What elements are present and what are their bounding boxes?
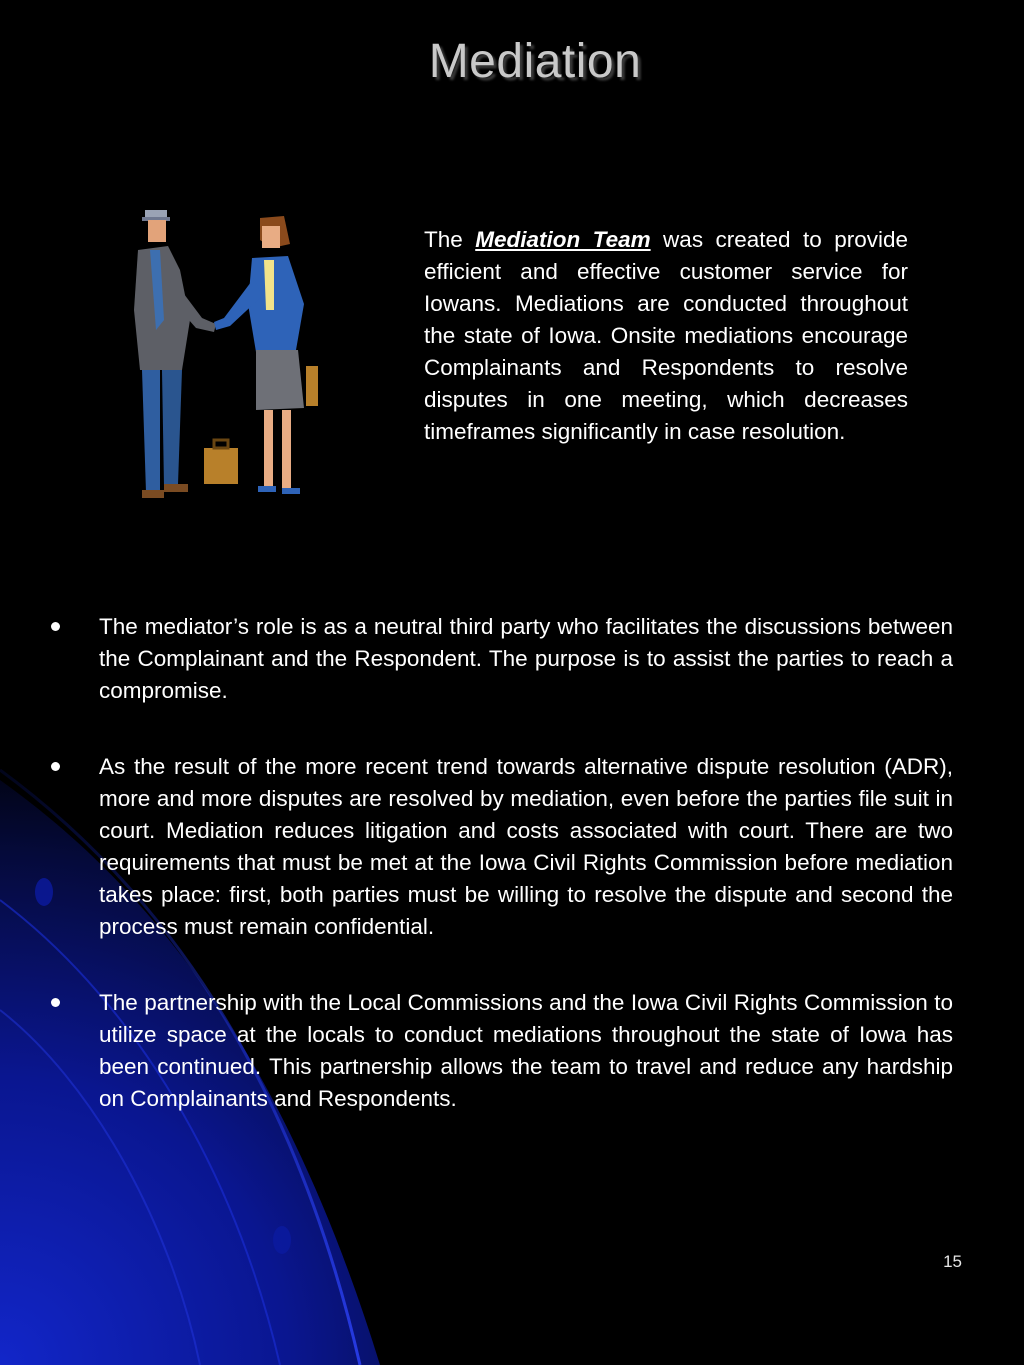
bullet-item-adr-trend [0,751,953,943]
intro-paragraph [424,224,908,448]
bullet-dot-icon [51,762,60,771]
businessman-figure [134,210,216,498]
slide-title: Mediation [428,35,642,88]
bullet-item-mediator-role [0,611,953,707]
mediation-team-emphasis: Mediation Team [475,227,651,252]
page-number: 15 [943,1252,962,1271]
intro-prefix: The [424,227,476,252]
intro-body: was created to provide efficient and effective customer service for Iowans. Mediations are conducted throughout the state of Iowa. Onsite mediations encourage Complainants and Respondents to resolve disputes in one meeting, which decreases timeframes significantly in case resolution. [424,227,908,444]
bullet-text: The mediator’s role is as a neutral third party who facilitates the discussions between the Complainant and the Respondent. The purpose is to assist the parties to reach a compromise. [99,614,953,703]
bullet-dot-icon [51,998,60,1007]
bullet-dot-icon [51,622,60,631]
handshake-business-people-icon [120,200,350,520]
bullet-item-partnership [0,987,953,1115]
bullet-text: The partnership with the Local Commissions and the Iowa Civil Rights Commission to utilize space at the locals to conduct mediations throughout the state of Iowa has been continued. This partnership allows the team to travel and reduce any hardship on Complainants and Respondents. [99,990,953,1111]
bullet-text: As the result of the more recent trend towards alternative dispute resolution (ADR), more and more disputes are resolved by mediation, even before the parties file suit in court. Mediation reduces litigation and costs associated with court. There are two requirements that must be met at the Iowa Civil Rights Commission before mediation takes place: first, both parties must be willing to resolve the dispute and second the process must remain confidential. [99,754,953,939]
bullet-list [0,611,1024,1159]
